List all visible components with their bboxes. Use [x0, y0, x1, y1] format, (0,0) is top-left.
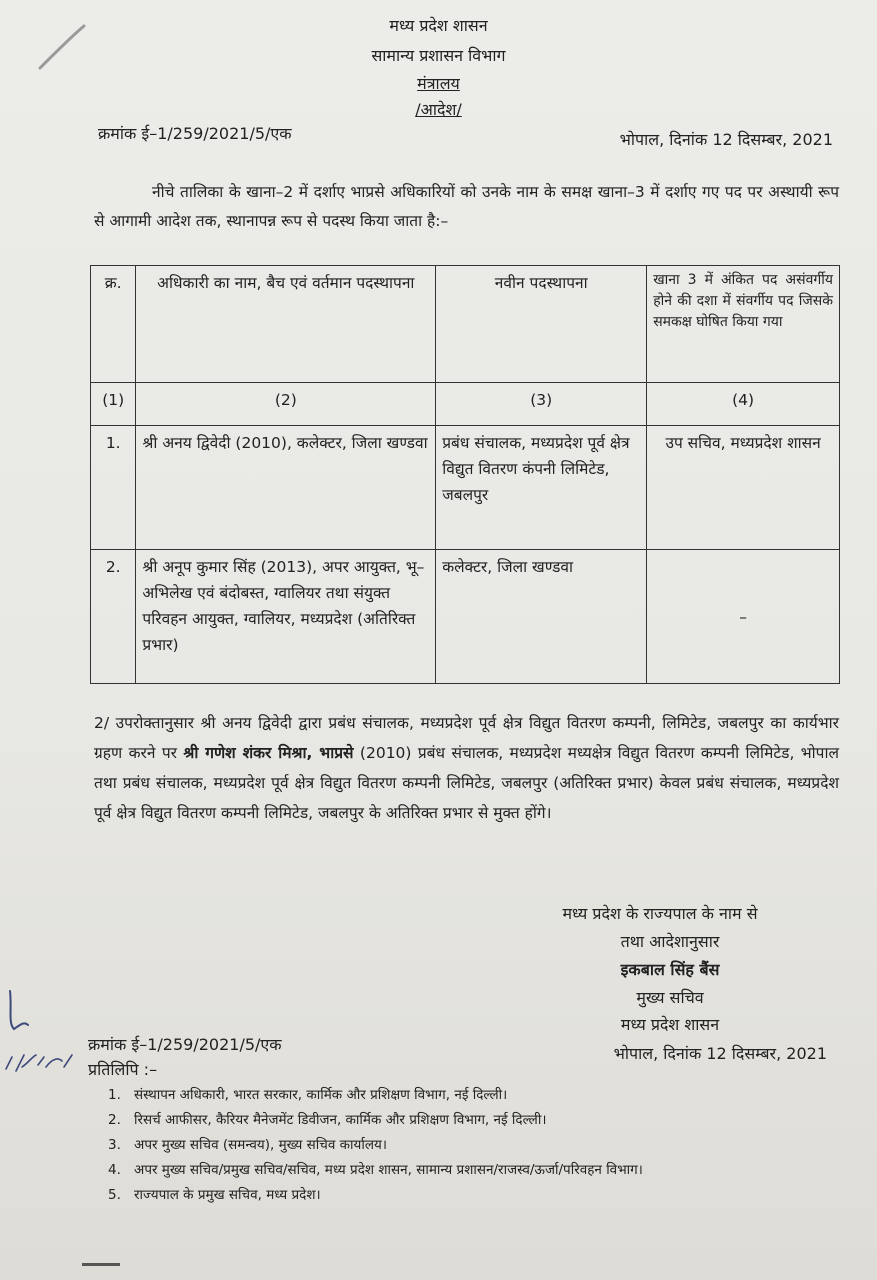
signatory-office: मध्य प्रदेश शासन — [620, 1015, 720, 1034]
list-item-number: 1. — [108, 1087, 121, 1103]
list-item-text: रिसर्च आफीसर, कैरियर मैनेजमेंट डिवीजन, कार्मिक और प्रशिक्षण विभाग, नई दिल्ली। — [134, 1112, 547, 1128]
row-equivalent: – — [647, 550, 840, 684]
table-row — [91, 550, 840, 684]
signatory-name: इकबाल सिंह बैंस — [620, 960, 720, 979]
row-sno: 2. — [91, 550, 136, 684]
list-item-text: संस्थापन अधिकारी, भारत सरकार, कार्मिक और प्रशिक्षण विभाग, नई दिल्ली। — [134, 1087, 508, 1103]
table-column-number-row — [91, 383, 840, 426]
header-government: मध्य प्रदेश शासन — [389, 16, 488, 35]
table-row — [91, 426, 840, 550]
list-item — [108, 1184, 838, 1206]
list-item-number: 3. — [108, 1137, 121, 1153]
row-officer: श्री अनय द्विवेदी (2010), कलेक्टर, जिला खण्डवा — [136, 426, 436, 550]
col-number: (4) — [647, 383, 840, 426]
row-equivalent: उप सचिव, मध्यप्रदेश शासन — [647, 426, 840, 550]
row-new-post: प्रबंध संचालक, मध्यप्रदेश पूर्व क्षेत्र विद्युत वितरण कंपनी लिमिटेड, जबलपुर — [436, 426, 647, 550]
list-item — [108, 1159, 838, 1181]
relief-text-2: (2010) प्रबंध संचालक, मध्यप्रदेश मध्यक्षेत्र विद्युत वितरण कम्पनी लिमिटेड, भोपाल तथा प्रबंध संचालक, मध्यप्रदेश पूर्व क्षेत्र विद्युत वितरण कम्पनी लिमिटेड, जबलपुर (अतिरिक्त प्रभार) केवल प्रबंध संचालक, मध्यप्रदेश पूर्व क्षेत्र विद्युत वितरण कम्पनी लिमिटेड, जबलपुर के अतिरिक्त प्रभार से मुक्त होंगे। — [94, 744, 840, 822]
row-sno: 1. — [91, 426, 136, 550]
posting-table — [90, 265, 840, 684]
copy-order-number: क्रमांक ई–1/259/2021/5/एक — [88, 1035, 282, 1054]
header-department: सामान्य प्रशासन विभाग — [371, 46, 506, 65]
header-officer: अधिकारी का नाम, बैच एवं वर्तमान पदस्थापना — [136, 266, 436, 383]
col-number: (1) — [91, 383, 136, 426]
header-ministry: मंत्रालय — [417, 74, 460, 93]
copy-list — [108, 1084, 838, 1209]
list-item-number: 4. — [108, 1162, 121, 1178]
list-item-number: 2. — [108, 1112, 121, 1128]
table-header-row — [91, 266, 840, 383]
handwritten-initials — [2, 985, 82, 1095]
copy-title: प्रतिलिपि :– — [88, 1060, 158, 1079]
intro-paragraph: नीचे तालिका के खाना–2 में दर्शाए भाप्रसे अधिकारियों को उनके नाम के समक्ष खाना–3 में दर्शाए गए पद पर अस्थायी रूप से आगामी आदेश तक, स्थानापन्न रूप से पदस्थ किया जाता है:– — [94, 183, 839, 230]
order-number: क्रमांक ई–1/259/2021/5/एक — [98, 124, 292, 143]
header-order: /आदेश/ — [415, 100, 462, 119]
header-new-post: नवीन पदस्थापना — [436, 266, 647, 383]
footer-mark — [82, 1262, 120, 1268]
signature-authority-line: मध्य प्रदेश के राज्यपाल के नाम से — [562, 904, 758, 923]
relief-paragraph — [94, 708, 839, 828]
order-place-date: भोपाल, दिनांक 12 दिसम्बर, 2021 — [619, 130, 833, 149]
header-sno: क्र. — [91, 266, 136, 383]
header-equivalent: खाना 3 में अंकित पद असंवर्गीय होने की दशा में संवर्गीय पद जिसके समकक्ष घोषित किया गया — [647, 266, 840, 383]
row-new-post: कलेक्टर, जिला खण्डवा — [436, 550, 647, 684]
relief-text-1: 2/ उपरोक्तानुसार श्री अनय द्विवेदी द्वारा प्रबंध संचालक, मध्यप्रदेश पूर्व क्षेत्र विद्युत वितरण कम्पनी, लिमिटेड, जबलपुर का कार्यभार ग्रहण करने पर — [94, 714, 839, 762]
col-number: (3) — [436, 383, 647, 426]
list-item — [108, 1134, 838, 1156]
row-officer: श्री अनूप कुमार सिंह (2013), अपर आयुक्त, भू–अभिलेख एवं बंदोबस्त, ग्वालियर तथा संयुक्त परिवहन आयुक्त, ग्वालियर, मध्यप्रदेश (अतिरिक्त प्रभार) — [136, 550, 436, 684]
list-item — [108, 1109, 838, 1131]
list-item-text: अपर मुख्य सचिव/प्रमुख सचिव/सचिव, मध्य प्रदेश शासन, सामान्य प्रशासन/राजस्व/ऊर्जा/परिवहन विभाग। — [134, 1162, 643, 1178]
list-item — [108, 1084, 838, 1106]
list-item-number: 5. — [108, 1187, 121, 1203]
list-item-text: राज्यपाल के प्रमुख सचिव, मध्य प्रदेश। — [134, 1187, 321, 1203]
signatory-designation: मुख्य सचिव — [636, 988, 704, 1007]
signature-order-line: तथा आदेशानुसार — [620, 932, 720, 951]
copy-place-date: भोपाल, दिनांक 12 दिसम्बर, 2021 — [613, 1044, 827, 1063]
col-number: (2) — [136, 383, 436, 426]
relief-officer-name: श्री गणेश शंकर मिश्रा, भाप्रसे — [183, 744, 354, 762]
list-item-text: अपर मुख्य सचिव (समन्वय), मुख्य सचिव कार्यालय। — [134, 1137, 387, 1153]
